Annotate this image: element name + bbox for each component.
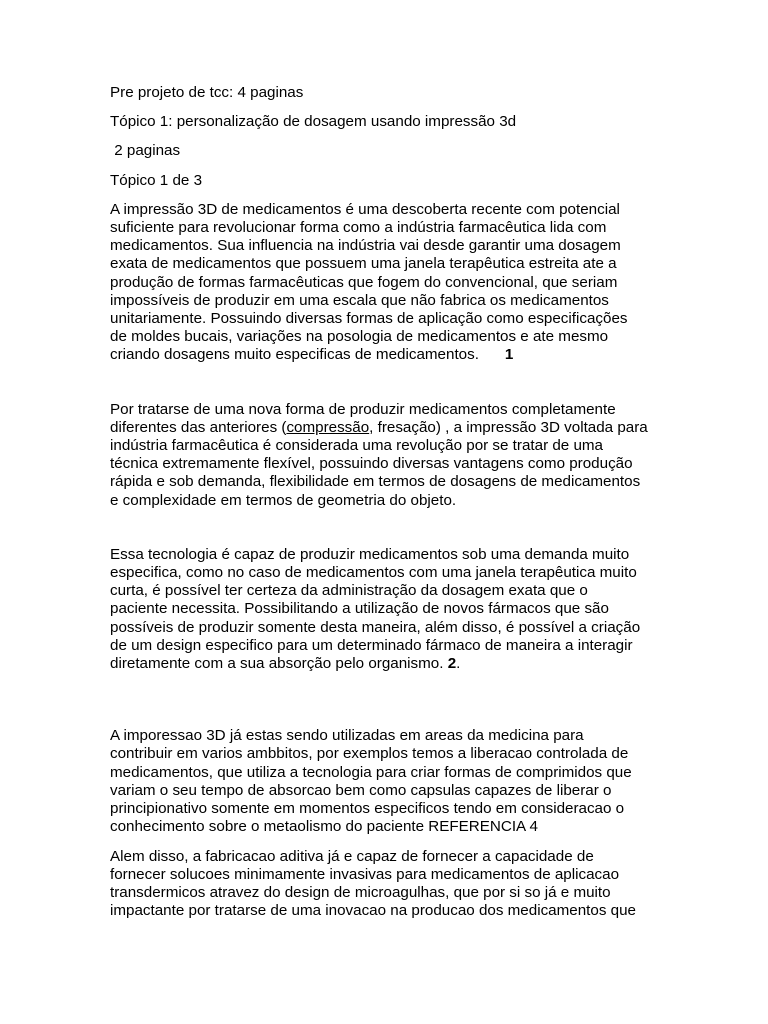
document-page: [110, 84, 650, 920]
header-line: Pre projeto de tcc: 4 paginas: [110, 84, 304, 101]
topic-progress: Tópico 1 de 3: [110, 171, 203, 189]
paragraph-1: [110, 201, 650, 365]
reference-2: 2: [447, 655, 457, 673]
paragraph-3: [110, 546, 650, 673]
paragraph-3-end: .: [456, 655, 461, 673]
paragraph-4: A imporessao 3D já estas sendo utilizadas em areas da medicina para contribuir em varios ambbitos, por exemplos temos a liberacao controlada de medicamentos, que utiliza a tecnologia para criar formas de comprimidos que variam o seu tempo de absorcao bem como capsulas capazes de liberar o principionativo somente em momentos especificos tendo em consideracao o conhecimento sobre o metaolismo do paciente REFERENCIA 4: [110, 727, 632, 836]
paragraph-3-text: Essa tecnologia é capaz de produzir medicamentos sob uma demanda muito especifica, como no caso de medicamentos com uma janela terapêutica muito curta, é possível ter certeza da administração da dosagem exata que o paciente necessita. Possibilitando a utilização de novos fármacos que são possíveis de produzir somente desta maneira, além disso, é possível a criação de um design especifico para um determinado fármaco de maneira a interagir diretamente com a sua absorção pelo organismo.: [110, 545, 641, 673]
paragraph-2-start: Por tratarse de uma nova forma de produzir medicamentos completamente diferentes das anteriores (: [110, 400, 616, 436]
paragraph-2: [110, 401, 650, 510]
paragraph-2-rest: , fresação) , a impressão 3D voltada para indústria farmacêutica é considerada uma revolução por se tratar de uma técnica extremamente flexível, possuindo diversas vantagens como produção rápida e sob demanda, flexibilidade em termos de dosagens de medicamentos e complexidade em termos de geometria do objeto.: [110, 418, 648, 509]
paragraph-5: Alem disso, a fabricacao aditiva já e capaz de fornecer a capacidade de fornecer solucoes minimamente invasivas para medicamentos de aplicacao transdermicos atravez do design de microagulhas, que por si so já e muito impactante por tratarse de uma inovacao na producao dos medicamentos que: [110, 847, 636, 920]
reference-1: 1: [504, 346, 514, 364]
paragraph-1-text: A impressão 3D de medicamentos é uma descoberta recente com potencial suficiente para revolucionar forma como a indústria farmacêutica lida com medicamentos. Sua influencia na indústria vai desde garantir uma dosagem exata de medicamentos que possuem uma janela terapêutica estreita ate a produção de formas farmacêuticas que fogem do convencional, que seriam impossíveis de produzir em uma escala que não fabrica os medicamentos unitariamente. Possuindo diversas formas de aplicação como especificações de moldes bucais, variações na posologia de medicamentos e ate mesmo criando dosagens muito especificas de medicamentos.: [110, 200, 628, 364]
underlined-term: compressão: [286, 418, 370, 436]
pages-line: 2 paginas: [110, 142, 181, 160]
topic-line: Tópico 1: personalização de dosagem usando impressão 3d: [110, 113, 517, 131]
